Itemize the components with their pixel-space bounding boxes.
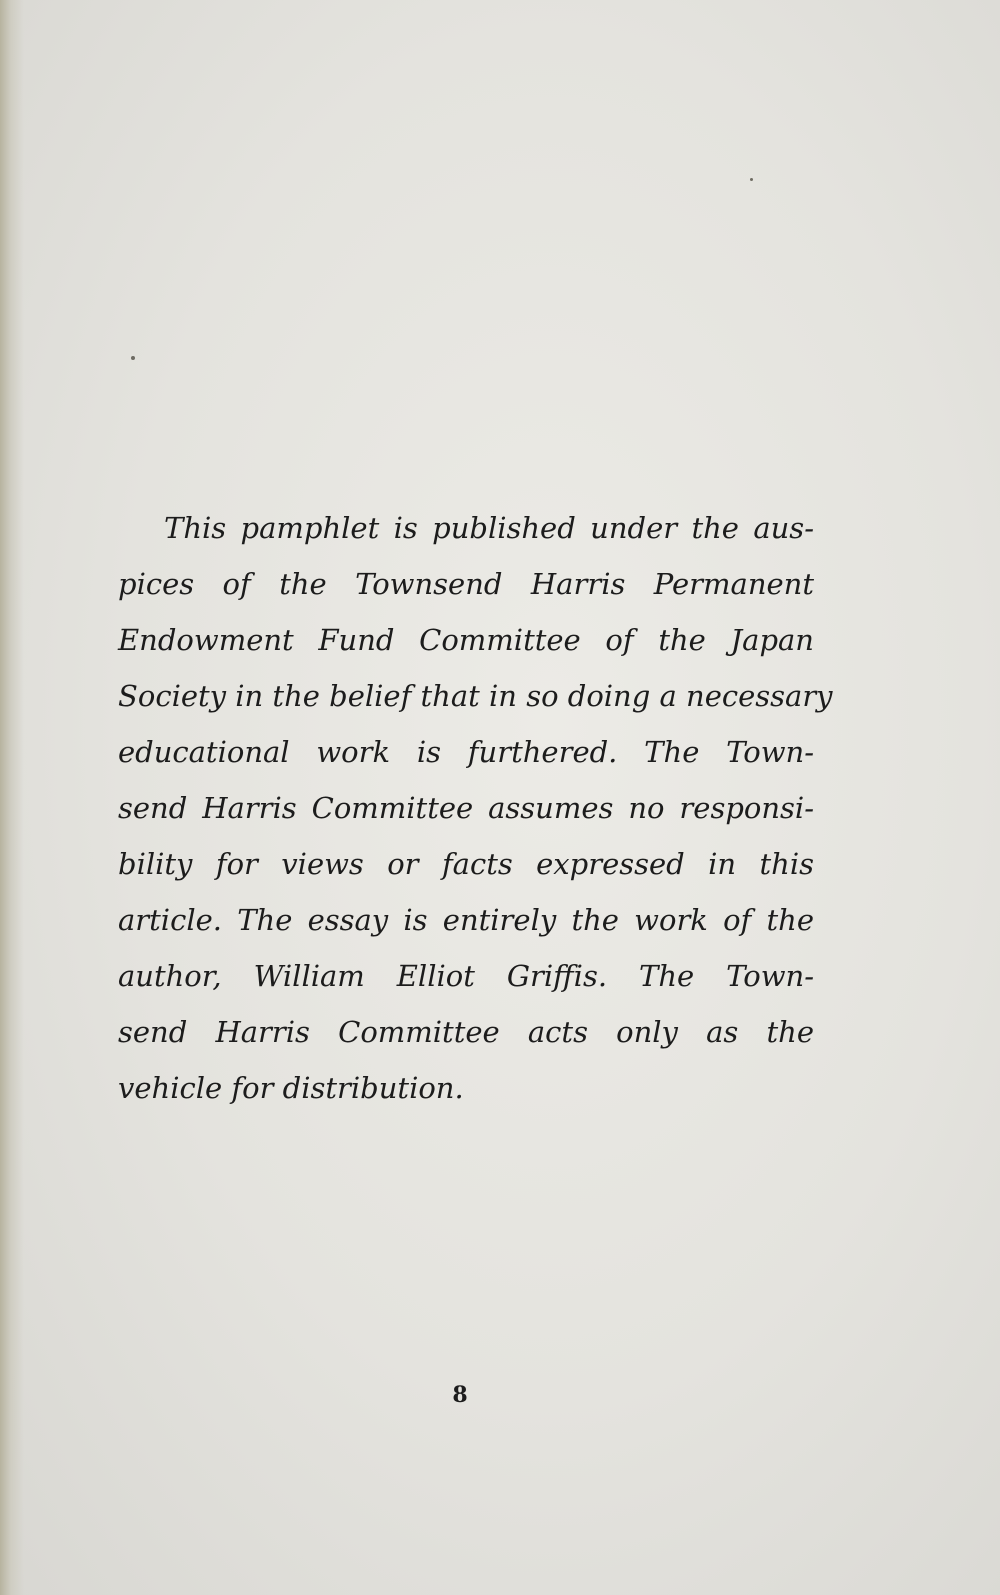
paragraph-line: article. The essay is entirely the work of the <box>118 903 814 937</box>
paragraph-line: vehicle for distribution. <box>118 1071 464 1105</box>
paragraph-line: pices of the Townsend Harris Permanent <box>118 567 814 601</box>
paragraph-line: This pamphlet is published under the aus- <box>164 511 814 545</box>
page-spine-shadow <box>0 0 24 1595</box>
paragraph-line: educational work is furthered. The Town- <box>118 735 814 769</box>
paragraph-line: send Harris Committee acts only as the <box>118 1015 814 1049</box>
paper-speck <box>750 178 753 181</box>
paper-speck <box>131 356 135 360</box>
paragraph-line: Society in the belief that in so doing a necessary <box>118 679 833 713</box>
paragraph-line: author, William Elliot Griffis. The Town- <box>118 959 814 993</box>
page-number: 8 <box>452 1382 468 1408</box>
paragraph-line: Endowment Fund Committee of the Japan <box>118 623 814 657</box>
disclaimer-paragraph <box>118 500 833 1116</box>
paragraph-line: bility for views or facts expressed in this <box>118 847 814 881</box>
paragraph-line: send Harris Committee assumes no responsi- <box>118 791 814 825</box>
